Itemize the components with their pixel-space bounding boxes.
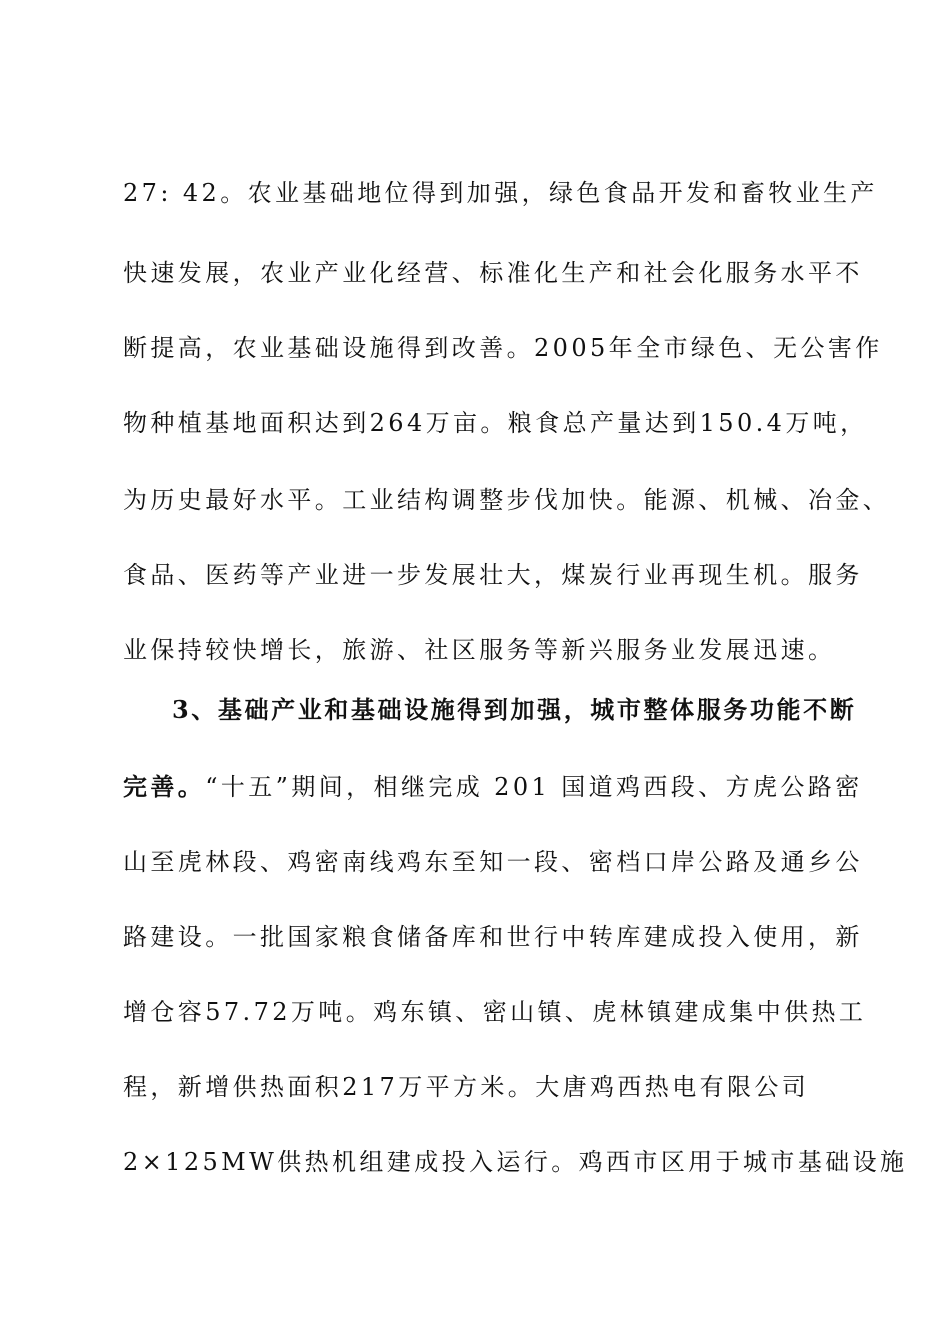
paragraph-line: 27: 42。农业基础地位得到加强，绿色食品开发和畜牧业生产 [123, 179, 878, 207]
paragraph-line: 物种植基地面积达到264万亩。粮食总产量达到150.4万吨， [123, 409, 868, 437]
paragraph-line: 食品、医药等产业进一步发展壮大，煤炭行业再现生机。服务 [123, 561, 863, 589]
section-heading: 3、基础产业和基础设施得到加强，城市整体服务功能不断 [172, 695, 857, 724]
paragraph-line: 快速发展，农业产业化经营、标准化生产和社会化服务水平不 [123, 259, 863, 287]
paragraph-line [123, 767, 863, 807]
paragraph-line: 增仓容57.72万吨。鸡东镇、密山镇、虎林镇建成集中供热工 [123, 998, 867, 1026]
paragraph-line: 山至虎林段、鸡密南线鸡东至知一段、密档口岸公路及通乡公 [123, 848, 863, 876]
paragraph-text: “十五”期间，相继完成 201 国道鸡西段、方虎公路密 [205, 773, 863, 801]
paragraph-line: 业保持较快增长，旅游、社区服务等新兴服务业发展迅速。 [123, 636, 836, 664]
paragraph-line: 为历史最好水平。工业结构调整步伐加快。能源、机械、冶金、 [123, 486, 891, 514]
paragraph-line: 路建设。一批国家粮食储备库和世行中转库建成投入使用，新 [123, 923, 863, 951]
paragraph-line: 程，新增供热面积217万平方米。大唐鸡西热电有限公司 [123, 1073, 810, 1101]
paragraph-line: 断提高，农业基础设施得到改善。2005年全市绿色、无公害作 [123, 334, 883, 362]
paragraph-line: 2×125MW供热机组建成投入运行。鸡西市区用于城市基础设施 [123, 1148, 908, 1176]
section-heading-end: 完善。 [123, 772, 206, 801]
